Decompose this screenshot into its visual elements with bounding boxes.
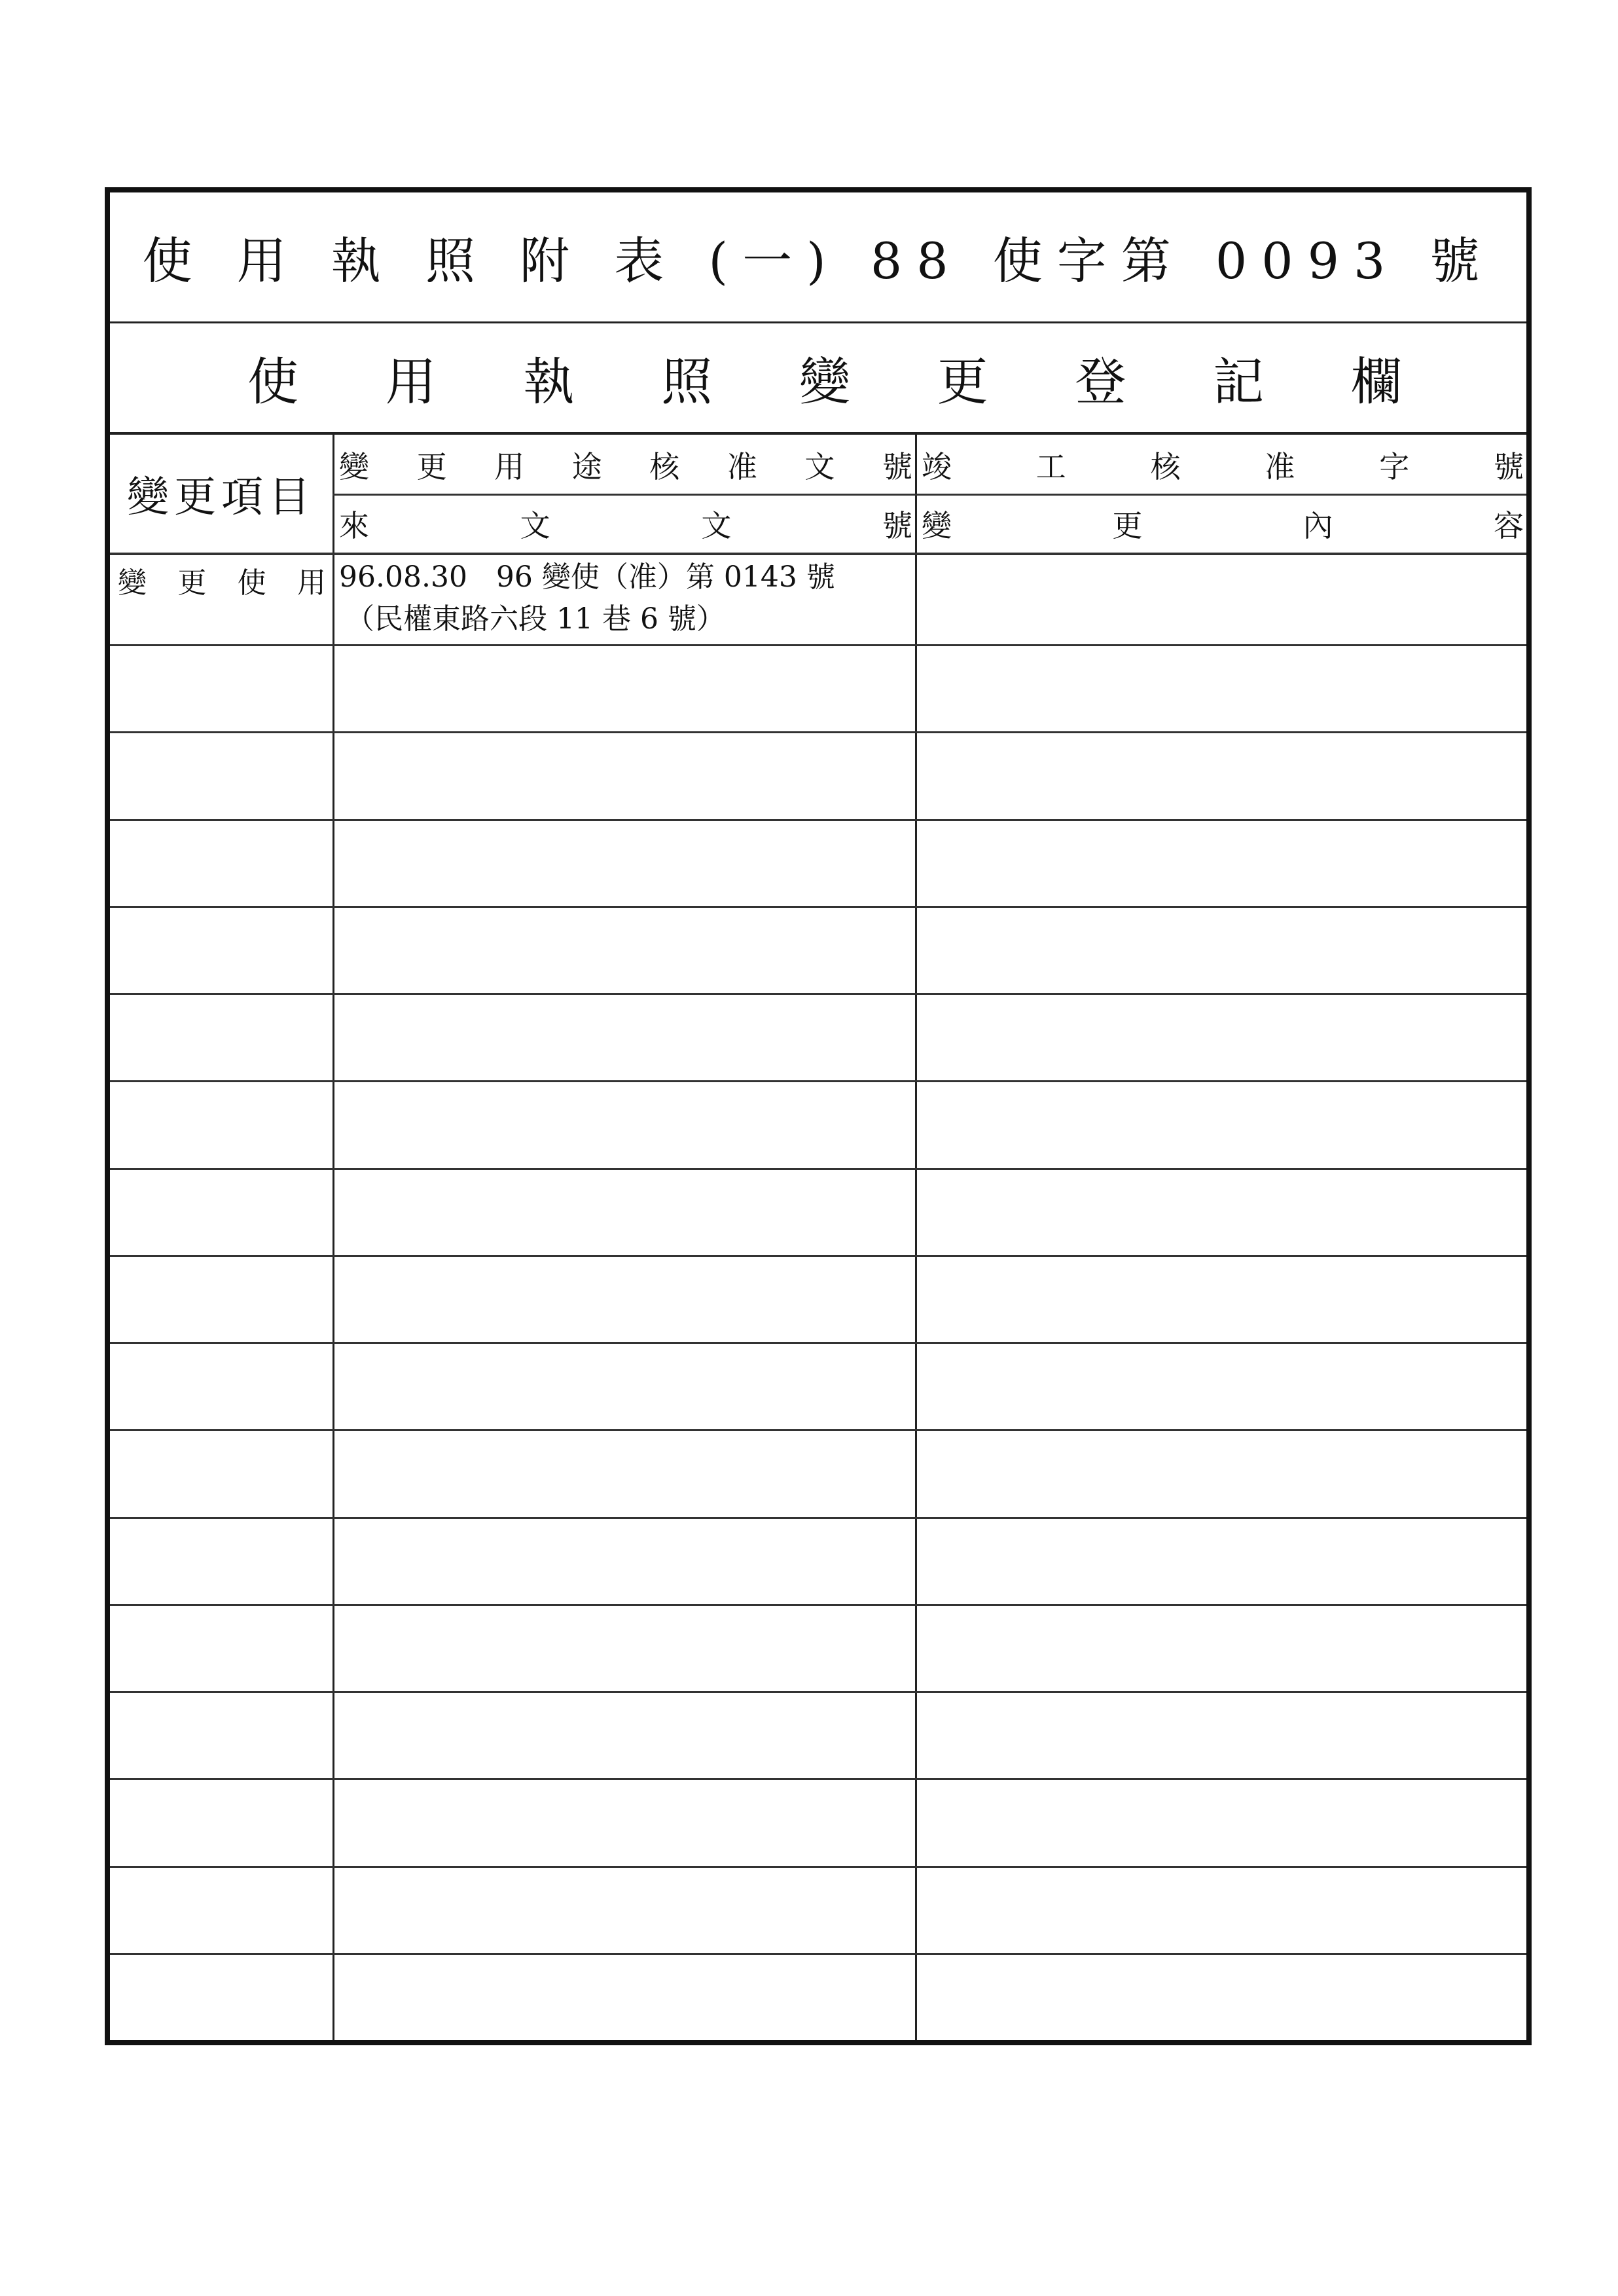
header-char: 文 [701,508,732,543]
header-change-content [915,495,1526,553]
header-char: 變 [922,508,952,543]
table-row-line [110,644,1526,646]
subtitle-char: 登 [1075,353,1126,412]
header-completion-no [915,436,1526,494]
header-char: 工 [1035,449,1066,484]
table-row-line [110,1255,1526,1257]
subtitle-char: 使 [247,353,299,412]
subtitle-char: 記 [1213,353,1265,412]
entry-char: 更 [177,566,207,600]
subtitle-char: 執 [523,353,575,412]
header-approval-doc [333,436,915,494]
header-incoming-doc [333,495,915,553]
column-divider [915,435,917,2040]
header-char: 來 [339,508,369,543]
subtitle-char: 用 [385,353,437,412]
header-char: 准 [727,449,757,484]
header-char: 變 [339,449,369,484]
header-char: 號 [882,449,912,484]
header-char: 文 [804,449,835,484]
table-row-line [110,1080,1526,1082]
header-char: 核 [1150,449,1181,484]
header-char: 更 [416,449,447,484]
entry-doc-number [334,556,914,642]
header-char: 內 [1303,508,1333,543]
entry-doc-line1: 96.08.30 96 變使（准）第 0143 號 [339,560,835,594]
entry-char: 變 [118,566,147,600]
header-char: 途 [571,449,602,484]
entry-char: 用 [297,566,326,600]
table-row-line [110,1604,1526,1606]
entry-change-content [918,556,1526,642]
table-row-line [110,1691,1526,1693]
table-row-line [110,1342,1526,1344]
header-char: 容 [1493,508,1524,543]
table-row-line [110,906,1526,908]
table-row-line [110,1429,1526,1431]
entry-char: 使 [237,566,266,600]
table-row-line [110,819,1526,821]
table-row-line [110,731,1526,733]
table-row-line [110,993,1526,995]
table-row-line [110,1778,1526,1780]
form-title: 使 用 執 照 附 表 (一) 88 使字第 0093 號 [110,192,1526,323]
header-bottom-line [110,553,1526,555]
table-row-line [110,1953,1526,1955]
header-char: 字 [1379,449,1410,484]
table-row-line [110,1168,1526,1170]
header-char: 號 [1493,449,1524,484]
subtitle-char: 更 [937,353,988,412]
usage-license-form [105,187,1532,2045]
header-char: 號 [882,508,912,543]
form-subtitle [110,323,1526,435]
entry-doc-line2: （民權東路六段 11 巷 6 號） [346,602,725,636]
table-row-line [110,1517,1526,1519]
table-row-line [110,1866,1526,1868]
header-char: 更 [1112,508,1143,543]
header-char: 竣 [922,449,952,484]
subtitle-char: 變 [799,353,850,412]
header-char: 文 [520,508,550,543]
header-char: 核 [649,449,680,484]
entry-change-item [110,559,333,598]
header-change-item: 變更項目 [127,473,315,522]
subtitle-char: 欄 [1350,353,1402,412]
column-divider [333,435,334,2040]
header-char: 准 [1265,449,1295,484]
subtitle-char: 照 [661,353,713,412]
header-char: 用 [494,449,525,484]
